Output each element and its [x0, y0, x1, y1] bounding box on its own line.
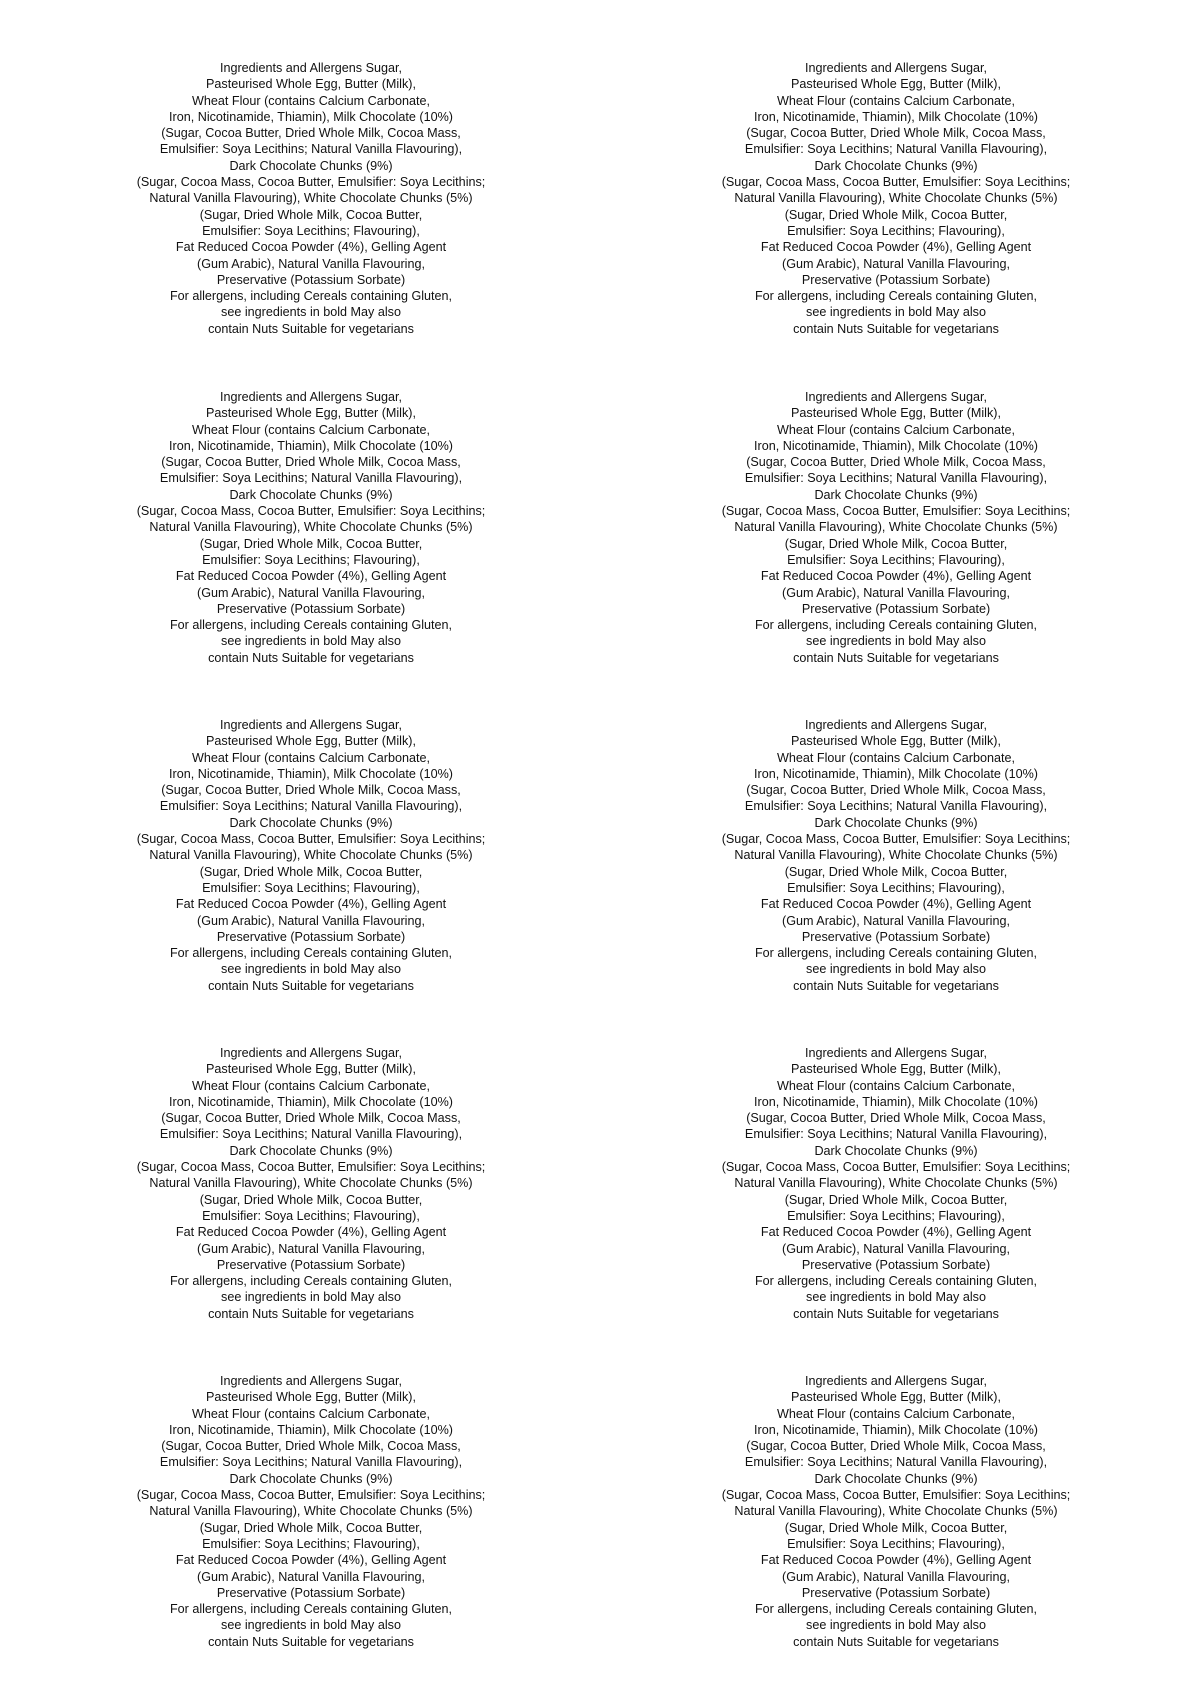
label-line: (Sugar, Dried Whole Milk, Cocoa Butter, — [199, 536, 423, 551]
label-line: Fat Reduced Cocoa Powder (4%), Gelling Agent — [175, 569, 447, 584]
label-line: (Gum Arabic), Natural Vanilla Flavouring, — [782, 1569, 1010, 1584]
label-line: Natural Vanilla Flavouring), White Chocolate Chunks (5%) — [734, 520, 1058, 535]
label-line: Wheat Flour (contains Calcium Carbonate, — [192, 1078, 430, 1093]
label-line: Pasteurised Whole Egg, Butter (Milk), — [206, 406, 416, 421]
ingredient-label — [666, 717, 1126, 994]
label-line: (Sugar, Cocoa Mass, Cocoa Butter, Emulsifier: Soya Lecithins; — [136, 1488, 486, 1503]
label-line: Fat Reduced Cocoa Powder (4%), Gelling Agent — [760, 1553, 1032, 1568]
label-line: For allergens, including Cereals containing Gluten, — [169, 618, 453, 633]
label-line: Emulsifier: Soya Lecithins; Natural Vanilla Flavouring), — [744, 471, 1048, 486]
label-line: contain Nuts Suitable for vegetarians — [793, 1306, 999, 1321]
label-line: Fat Reduced Cocoa Powder (4%), Gelling Agent — [760, 240, 1032, 255]
label-line: Pasteurised Whole Egg, Butter (Milk), — [791, 406, 1001, 421]
label-line: Emulsifier: Soya Lecithins; Flavouring), — [202, 1208, 420, 1223]
label-line: For allergens, including Cereals containing Gluten, — [169, 1274, 453, 1289]
label-line: Emulsifier: Soya Lecithins; Natural Vanilla Flavouring), — [744, 142, 1048, 157]
ingredient-label — [81, 717, 541, 994]
label-line: (Sugar, Dried Whole Milk, Cocoa Butter, — [199, 1520, 423, 1535]
label-line: Pasteurised Whole Egg, Butter (Milk), — [206, 77, 416, 92]
label-line: Iron, Nicotinamide, Thiamin), Milk Chocolate (10%) — [754, 109, 1038, 124]
label-line: contain Nuts Suitable for vegetarians — [793, 321, 999, 336]
label-line: Natural Vanilla Flavouring), White Chocolate Chunks (5%) — [149, 848, 473, 863]
label-line: Emulsifier: Soya Lecithins; Flavouring), — [202, 223, 420, 238]
label-line: (Sugar, Dried Whole Milk, Cocoa Butter, — [784, 207, 1008, 222]
label-line: Natural Vanilla Flavouring), White Chocolate Chunks (5%) — [734, 191, 1058, 206]
label-line: Ingredients and Allergens Sugar, — [804, 390, 988, 404]
label-line: (Sugar, Cocoa Mass, Cocoa Butter, Emulsifier: Soya Lecithins; — [721, 832, 1071, 847]
label-line: Emulsifier: Soya Lecithins; Flavouring), — [202, 880, 420, 895]
label-line: For allergens, including Cereals containing Gluten, — [754, 289, 1038, 304]
label-line: For allergens, including Cereals containing Gluten, — [169, 289, 453, 304]
label-line: Fat Reduced Cocoa Powder (4%), Gelling Agent — [760, 1225, 1032, 1240]
label-line: contain Nuts Suitable for vegetarians — [208, 650, 414, 665]
label-line: contain Nuts Suitable for vegetarians — [793, 1634, 999, 1649]
label-line: Ingredients and Allergens Sugar, — [804, 1374, 988, 1388]
label-line: Preservative (Potassium Sorbate) — [216, 601, 406, 616]
label-line: contain Nuts Suitable for vegetarians — [208, 321, 414, 336]
label-line: Wheat Flour (contains Calcium Carbonate, — [777, 422, 1015, 437]
label-line: Wheat Flour (contains Calcium Carbonate, — [777, 1406, 1015, 1421]
label-line: Dark Chocolate Chunks (9%) — [814, 1471, 978, 1486]
label-line: (Sugar, Cocoa Butter, Dried Whole Milk, Cocoa Mass, — [161, 783, 461, 798]
label-line: Dark Chocolate Chunks (9%) — [814, 815, 978, 830]
label-line: Wheat Flour (contains Calcium Carbonate, — [192, 750, 430, 765]
label-line: Preservative (Potassium Sorbate) — [216, 1585, 406, 1600]
ingredient-label — [81, 1373, 541, 1650]
label-line: Ingredients and Allergens Sugar, — [219, 718, 403, 732]
label-line: Ingredients and Allergens Sugar, — [804, 718, 988, 732]
label-line: (Sugar, Dried Whole Milk, Cocoa Butter, — [199, 864, 423, 879]
label-line: Natural Vanilla Flavouring), White Chocolate Chunks (5%) — [734, 1504, 1058, 1519]
label-line: (Sugar, Dried Whole Milk, Cocoa Butter, — [784, 864, 1008, 879]
label-line: Pasteurised Whole Egg, Butter (Milk), — [206, 734, 416, 749]
label-line: Wheat Flour (contains Calcium Carbonate, — [777, 1078, 1015, 1093]
label-line: (Sugar, Dried Whole Milk, Cocoa Butter, — [784, 1192, 1008, 1207]
label-line: Wheat Flour (contains Calcium Carbonate, — [192, 93, 430, 108]
label-line: Emulsifier: Soya Lecithins; Natural Vanilla Flavouring), — [159, 1455, 463, 1470]
label-line: Iron, Nicotinamide, Thiamin), Milk Chocolate (10%) — [754, 1422, 1038, 1437]
ingredient-label — [81, 60, 541, 337]
label-line: Emulsifier: Soya Lecithins; Flavouring), — [787, 880, 1005, 895]
label-line: (Sugar, Cocoa Butter, Dried Whole Milk, Cocoa Mass, — [746, 126, 1046, 141]
label-line: Natural Vanilla Flavouring), White Chocolate Chunks (5%) — [149, 520, 473, 535]
label-line: Pasteurised Whole Egg, Butter (Milk), — [791, 1390, 1001, 1405]
label-line: Ingredients and Allergens Sugar, — [219, 61, 403, 75]
label-line: Preservative (Potassium Sorbate) — [216, 929, 406, 944]
label-line: Natural Vanilla Flavouring), White Chocolate Chunks (5%) — [149, 1176, 473, 1191]
label-line: Dark Chocolate Chunks (9%) — [814, 158, 978, 173]
ingredient-label — [81, 1045, 541, 1322]
label-line: see ingredients in bold May also — [221, 634, 401, 649]
label-line: see ingredients in bold May also — [806, 962, 986, 977]
label-line: (Sugar, Cocoa Mass, Cocoa Butter, Emulsifier: Soya Lecithins; — [721, 175, 1071, 190]
label-line: Iron, Nicotinamide, Thiamin), Milk Chocolate (10%) — [169, 1094, 453, 1109]
label-line: Preservative (Potassium Sorbate) — [801, 1585, 991, 1600]
label-line: Fat Reduced Cocoa Powder (4%), Gelling Agent — [760, 897, 1032, 912]
ingredient-label — [666, 389, 1126, 666]
label-line: Pasteurised Whole Egg, Butter (Milk), — [791, 734, 1001, 749]
label-line: Dark Chocolate Chunks (9%) — [814, 1143, 978, 1158]
label-line: Wheat Flour (contains Calcium Carbonate, — [777, 750, 1015, 765]
label-line: contain Nuts Suitable for vegetarians — [208, 1306, 414, 1321]
label-line: see ingredients in bold May also — [806, 1618, 986, 1633]
label-line: Dark Chocolate Chunks (9%) — [814, 487, 978, 502]
label-line: Wheat Flour (contains Calcium Carbonate, — [192, 422, 430, 437]
label-line: (Gum Arabic), Natural Vanilla Flavouring, — [782, 256, 1010, 271]
label-line: Fat Reduced Cocoa Powder (4%), Gelling Agent — [760, 569, 1032, 584]
label-line: Iron, Nicotinamide, Thiamin), Milk Chocolate (10%) — [169, 438, 453, 453]
label-line: Preservative (Potassium Sorbate) — [216, 272, 406, 287]
label-line: Natural Vanilla Flavouring), White Chocolate Chunks (5%) — [734, 1176, 1058, 1191]
label-line: see ingredients in bold May also — [221, 962, 401, 977]
label-line: Emulsifier: Soya Lecithins; Natural Vanilla Flavouring), — [159, 142, 463, 157]
label-line: For allergens, including Cereals containing Gluten, — [754, 1274, 1038, 1289]
label-line: (Gum Arabic), Natural Vanilla Flavouring, — [197, 256, 425, 271]
label-line: For allergens, including Cereals containing Gluten, — [754, 1602, 1038, 1617]
label-line: (Gum Arabic), Natural Vanilla Flavouring, — [782, 585, 1010, 600]
label-line: contain Nuts Suitable for vegetarians — [208, 1634, 414, 1649]
label-line: Ingredients and Allergens Sugar, — [804, 61, 988, 75]
label-line: Iron, Nicotinamide, Thiamin), Milk Chocolate (10%) — [169, 1422, 453, 1437]
label-line: (Sugar, Dried Whole Milk, Cocoa Butter, — [199, 1192, 423, 1207]
label-line: (Sugar, Dried Whole Milk, Cocoa Butter, — [784, 536, 1008, 551]
label-line: (Gum Arabic), Natural Vanilla Flavouring, — [782, 1241, 1010, 1256]
label-line: Natural Vanilla Flavouring), White Chocolate Chunks (5%) — [149, 1504, 473, 1519]
label-line: Dark Chocolate Chunks (9%) — [229, 815, 393, 830]
label-line: contain Nuts Suitable for vegetarians — [208, 978, 414, 993]
label-line: Preservative (Potassium Sorbate) — [801, 929, 991, 944]
label-line: Ingredients and Allergens Sugar, — [219, 1046, 403, 1060]
label-line: contain Nuts Suitable for vegetarians — [793, 650, 999, 665]
label-line: (Sugar, Dried Whole Milk, Cocoa Butter, — [784, 1520, 1008, 1535]
label-line: Ingredients and Allergens Sugar, — [219, 1374, 403, 1388]
ingredient-label — [81, 389, 541, 666]
ingredient-label — [666, 60, 1126, 337]
label-line: (Sugar, Cocoa Butter, Dried Whole Milk, Cocoa Mass, — [746, 783, 1046, 798]
label-line: (Sugar, Cocoa Mass, Cocoa Butter, Emulsifier: Soya Lecithins; — [721, 1488, 1071, 1503]
label-line: (Sugar, Cocoa Butter, Dried Whole Milk, Cocoa Mass, — [746, 455, 1046, 470]
label-line: (Sugar, Cocoa Butter, Dried Whole Milk, Cocoa Mass, — [161, 126, 461, 141]
label-line: (Gum Arabic), Natural Vanilla Flavouring, — [782, 913, 1010, 928]
label-line: (Gum Arabic), Natural Vanilla Flavouring, — [197, 913, 425, 928]
label-line: Iron, Nicotinamide, Thiamin), Milk Chocolate (10%) — [169, 109, 453, 124]
label-line: Pasteurised Whole Egg, Butter (Milk), — [791, 1062, 1001, 1077]
label-line: Wheat Flour (contains Calcium Carbonate, — [777, 93, 1015, 108]
label-line: Fat Reduced Cocoa Powder (4%), Gelling Agent — [175, 1225, 447, 1240]
label-line: Dark Chocolate Chunks (9%) — [229, 158, 393, 173]
label-line: Pasteurised Whole Egg, Butter (Milk), — [206, 1390, 416, 1405]
label-line: see ingredients in bold May also — [806, 305, 986, 320]
ingredient-label — [666, 1045, 1126, 1322]
label-line: For allergens, including Cereals containing Gluten, — [754, 618, 1038, 633]
label-line: Pasteurised Whole Egg, Butter (Milk), — [206, 1062, 416, 1077]
label-line: (Sugar, Cocoa Mass, Cocoa Butter, Emulsifier: Soya Lecithins; — [136, 832, 486, 847]
label-line: see ingredients in bold May also — [806, 634, 986, 649]
label-line: (Sugar, Cocoa Butter, Dried Whole Milk, Cocoa Mass, — [746, 1111, 1046, 1126]
label-line: (Sugar, Cocoa Mass, Cocoa Butter, Emulsifier: Soya Lecithins; — [721, 504, 1071, 519]
label-line: Emulsifier: Soya Lecithins; Flavouring), — [787, 223, 1005, 238]
label-line: Pasteurised Whole Egg, Butter (Milk), — [791, 77, 1001, 92]
label-line: (Sugar, Cocoa Butter, Dried Whole Milk, Cocoa Mass, — [746, 1439, 1046, 1454]
label-line: (Sugar, Dried Whole Milk, Cocoa Butter, — [199, 207, 423, 222]
label-line: Fat Reduced Cocoa Powder (4%), Gelling Agent — [175, 1553, 447, 1568]
label-line: see ingredients in bold May also — [806, 1290, 986, 1305]
label-line: contain Nuts Suitable for vegetarians — [793, 978, 999, 993]
label-line: (Gum Arabic), Natural Vanilla Flavouring, — [197, 1569, 425, 1584]
label-line: Emulsifier: Soya Lecithins; Natural Vanilla Flavouring), — [744, 1455, 1048, 1470]
label-line: (Sugar, Cocoa Mass, Cocoa Butter, Emulsifier: Soya Lecithins; — [136, 1160, 486, 1175]
label-line: Fat Reduced Cocoa Powder (4%), Gelling Agent — [175, 240, 447, 255]
label-line: Emulsifier: Soya Lecithins; Flavouring), — [202, 552, 420, 567]
label-line: see ingredients in bold May also — [221, 1618, 401, 1633]
label-line: Iron, Nicotinamide, Thiamin), Milk Chocolate (10%) — [169, 766, 453, 781]
label-line: (Sugar, Cocoa Butter, Dried Whole Milk, Cocoa Mass, — [161, 1439, 461, 1454]
label-line: (Sugar, Cocoa Butter, Dried Whole Milk, Cocoa Mass, — [161, 1111, 461, 1126]
label-line: Emulsifier: Soya Lecithins; Flavouring), — [787, 552, 1005, 567]
label-line: For allergens, including Cereals containing Gluten, — [169, 946, 453, 961]
label-line: Natural Vanilla Flavouring), White Chocolate Chunks (5%) — [734, 848, 1058, 863]
label-line: Ingredients and Allergens Sugar, — [804, 1046, 988, 1060]
label-line: (Gum Arabic), Natural Vanilla Flavouring, — [197, 1241, 425, 1256]
label-line: (Sugar, Cocoa Mass, Cocoa Butter, Emulsifier: Soya Lecithins; — [136, 504, 486, 519]
label-line: Emulsifier: Soya Lecithins; Natural Vanilla Flavouring), — [744, 1127, 1048, 1142]
label-line: Dark Chocolate Chunks (9%) — [229, 1143, 393, 1158]
label-line: Emulsifier: Soya Lecithins; Natural Vanilla Flavouring), — [159, 471, 463, 486]
label-line: Emulsifier: Soya Lecithins; Natural Vanilla Flavouring), — [159, 1127, 463, 1142]
label-line: For allergens, including Cereals containing Gluten, — [754, 946, 1038, 961]
label-line: Emulsifier: Soya Lecithins; Natural Vanilla Flavouring), — [744, 799, 1048, 814]
label-line: Preservative (Potassium Sorbate) — [801, 1257, 991, 1272]
label-line: Emulsifier: Soya Lecithins; Flavouring), — [202, 1536, 420, 1551]
label-line: Dark Chocolate Chunks (9%) — [229, 1471, 393, 1486]
label-line: see ingredients in bold May also — [221, 305, 401, 320]
label-line: Preservative (Potassium Sorbate) — [801, 272, 991, 287]
label-line: Emulsifier: Soya Lecithins; Flavouring), — [787, 1536, 1005, 1551]
label-line: Wheat Flour (contains Calcium Carbonate, — [192, 1406, 430, 1421]
label-line: Iron, Nicotinamide, Thiamin), Milk Chocolate (10%) — [754, 766, 1038, 781]
label-line: Iron, Nicotinamide, Thiamin), Milk Chocolate (10%) — [754, 1094, 1038, 1109]
label-line: Ingredients and Allergens Sugar, — [219, 390, 403, 404]
label-line: Dark Chocolate Chunks (9%) — [229, 487, 393, 502]
label-line: Emulsifier: Soya Lecithins; Flavouring), — [787, 1208, 1005, 1223]
label-line: (Sugar, Cocoa Mass, Cocoa Butter, Emulsifier: Soya Lecithins; — [136, 175, 486, 190]
label-line: (Gum Arabic), Natural Vanilla Flavouring, — [197, 585, 425, 600]
ingredient-label — [666, 1373, 1126, 1650]
label-line: see ingredients in bold May also — [221, 1290, 401, 1305]
label-line: For allergens, including Cereals containing Gluten, — [169, 1602, 453, 1617]
label-line: Preservative (Potassium Sorbate) — [216, 1257, 406, 1272]
label-line: (Sugar, Cocoa Mass, Cocoa Butter, Emulsifier: Soya Lecithins; — [721, 1160, 1071, 1175]
label-line: Preservative (Potassium Sorbate) — [801, 601, 991, 616]
label-line: (Sugar, Cocoa Butter, Dried Whole Milk, Cocoa Mass, — [161, 455, 461, 470]
label-line: Natural Vanilla Flavouring), White Chocolate Chunks (5%) — [149, 191, 473, 206]
label-line: Fat Reduced Cocoa Powder (4%), Gelling Agent — [175, 897, 447, 912]
label-line: Emulsifier: Soya Lecithins; Natural Vanilla Flavouring), — [159, 799, 463, 814]
label-line: Iron, Nicotinamide, Thiamin), Milk Chocolate (10%) — [754, 438, 1038, 453]
